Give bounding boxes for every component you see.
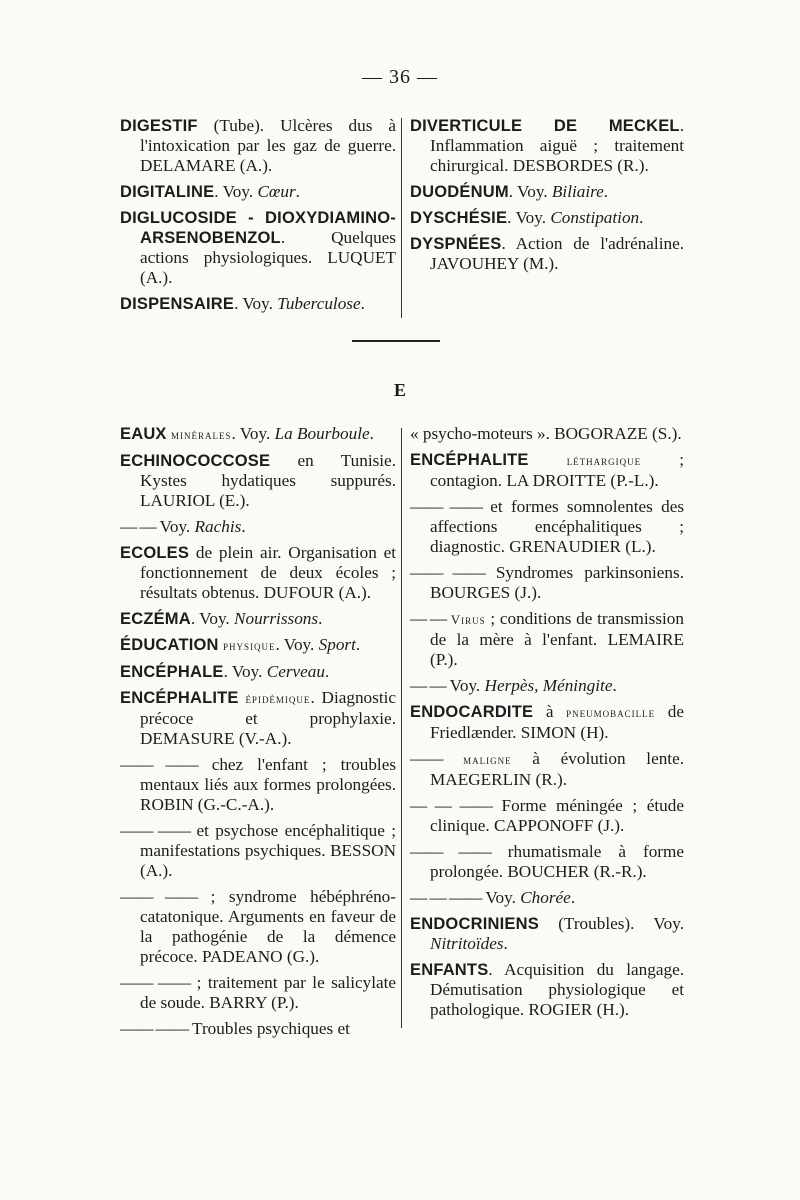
index-entry xyxy=(410,702,684,743)
index-entry xyxy=(410,563,684,603)
entry-text: ; conditions de transmission de la mère à l'enfant. LEMAIRE (P.). xyxy=(430,609,684,669)
entry-text: . Voy. xyxy=(231,424,275,443)
index-entry xyxy=(120,182,396,202)
entry-text: de plein air. Organisation et fonctionnement de deux écoles ; résultats obtenus. DUFOUR (A.). xyxy=(140,543,396,602)
column-bottom-right xyxy=(410,424,684,1026)
index-entry xyxy=(120,1019,396,1039)
ditto-dash: — — xyxy=(410,609,447,628)
index-entry xyxy=(120,821,396,881)
section-rule xyxy=(352,340,440,342)
index-entry xyxy=(120,609,396,629)
entry-text: . Action de l'adrénaline. JAVOUHEY (M.). xyxy=(430,234,684,273)
entry-text: chez l'enfant ; troubles mentaux liés aux formes prolongées. ROBIN (G.-C.-A.). xyxy=(140,755,397,814)
index-entry xyxy=(410,749,684,790)
entry-headword: ENCÉPHALITE xyxy=(120,689,239,707)
entry-text: . Inflammation aiguë ; traitement chirurgical. DESBORDES (R.). xyxy=(430,116,684,175)
entry-text: et psychose encéphalitique ; manifestations psychiques. BESSON (A.). xyxy=(140,821,397,880)
entry-qualifier: physique xyxy=(222,638,276,653)
entry-crossref: La Bourboule xyxy=(274,424,370,443)
entry-headword: ECHINOCOCCOSE xyxy=(120,452,271,470)
entry-crossref: Biliaire xyxy=(551,182,604,201)
index-entry xyxy=(410,182,684,202)
entry-text: de Friedlænder. SIMON (H). xyxy=(430,702,684,742)
entry-text: . Voy. xyxy=(508,182,552,201)
entry-headword: ENCÉPHALITE xyxy=(410,451,529,469)
entry-headword: DIGLUCOSIDE - DIOXYDIAMINO-ARSENOBENZOL xyxy=(120,209,396,247)
entry-qualifier: minérales xyxy=(170,427,232,442)
entry-text: . xyxy=(318,609,323,628)
entry-text: . xyxy=(603,182,609,201)
entry-text: . Acquisition du langage. Démutisation physiologique et pathologique. ROGIER (H.). xyxy=(430,960,684,1019)
entry-headword: DUODÉNUM xyxy=(410,183,509,201)
entry-text: . xyxy=(355,635,361,654)
entry-headword: ECOLES xyxy=(120,544,190,562)
index-entry xyxy=(410,914,684,954)
index-entry xyxy=(410,208,684,228)
index-entry xyxy=(410,796,684,836)
index-entry xyxy=(120,294,396,314)
entry-text: . xyxy=(295,182,300,201)
entry-qualifier: pneumobacille xyxy=(566,705,656,720)
column-divider-bottom xyxy=(401,428,402,1028)
entry-text: . xyxy=(369,424,374,443)
entry-text: Voy. xyxy=(159,517,195,536)
ditto-dash: —— —— xyxy=(410,497,483,516)
index-entry xyxy=(410,842,684,882)
entry-text: Voy. xyxy=(485,888,521,907)
index-entry xyxy=(410,609,684,670)
entry-crossref: Constipation xyxy=(550,208,640,227)
entry-crossref: Chorée xyxy=(520,888,571,907)
entry-crossref: Sport xyxy=(318,635,356,654)
entry-text: . Voy. xyxy=(234,294,278,313)
entry-headword: ENDOCRINIENS xyxy=(410,915,539,933)
entry-crossref: Tuberculose xyxy=(277,294,361,313)
entry-text: . Diagnostic précoce et prophylaxie. DEMASURE (V.-A.). xyxy=(140,688,396,748)
column-divider-top xyxy=(401,118,402,318)
index-entry xyxy=(120,635,396,656)
index-entry xyxy=(120,662,396,682)
ditto-dash: — — —— xyxy=(410,888,482,907)
entry-text: . Voy. xyxy=(190,609,235,628)
entry-text: . Voy. xyxy=(507,208,551,227)
entry-text: . Voy. xyxy=(223,662,267,681)
entry-headword: ENFANTS xyxy=(410,961,489,979)
page-number: — 36 — xyxy=(362,66,438,88)
entry-crossref: Rachis xyxy=(194,517,242,536)
index-entry xyxy=(120,755,396,815)
entry-text: . xyxy=(503,934,508,953)
ditto-dash: —— —— xyxy=(410,842,491,861)
entry-text: à xyxy=(533,702,567,721)
entry-headword: DISPENSAIRE xyxy=(120,295,235,313)
entry-headword: DIVERTICULE DE MECKEL xyxy=(410,117,680,135)
entry-headword: DYSCHÉSIE xyxy=(410,209,508,227)
entry-text: Syndromes parkinsoniens. BOURGES (J.). xyxy=(430,563,684,602)
column-top-right xyxy=(410,116,684,280)
index-entry xyxy=(410,676,684,696)
index-entry xyxy=(410,450,684,491)
entry-text: . xyxy=(639,208,644,227)
index-entry xyxy=(120,517,396,537)
entry-text: à évolution lente. MAEGERLIN (R.). xyxy=(430,749,684,789)
entry-crossref: Cœur xyxy=(257,182,296,201)
entry-crossref: Herpès, Méningite xyxy=(484,676,613,695)
entry-text: ; syndrome hébéphréno-catatonique. Arguments en faveur de la pathogénie de la démence précoce. PADEANO (G.). xyxy=(140,887,397,966)
entry-text: ; traitement par le salicylate de soude. BARRY (P.). xyxy=(140,973,397,1012)
ditto-dash: —— —— xyxy=(120,821,191,840)
ditto-dash: — — xyxy=(120,517,156,536)
entry-crossref: Nourrissons xyxy=(234,609,319,628)
index-entry xyxy=(410,116,684,176)
entry-text: . Quelques actions physiologiques. LUQUET (A.). xyxy=(140,228,396,287)
index-entry xyxy=(120,543,396,603)
entry-text: rhumatismale à forme prolongée. BOUCHER (R.-R.). xyxy=(430,842,685,881)
entry-text: . xyxy=(324,662,330,681)
entry-text: Forme méningée ; étude clinique. CAPPONOFF (J.). xyxy=(430,796,684,835)
entry-headword: ENCÉPHALE xyxy=(120,663,224,681)
entry-crossref: Cerveau xyxy=(266,662,325,681)
index-entry xyxy=(120,688,396,749)
ditto-dash: —— —— xyxy=(120,1019,189,1038)
entry-text: . Voy. xyxy=(214,182,258,201)
entry-headword: ECZÉMA xyxy=(120,610,191,628)
ditto-dash: — — —— xyxy=(410,796,492,815)
index-entry xyxy=(120,887,396,967)
entry-text: Voy. xyxy=(449,676,485,695)
entry-text: . xyxy=(612,676,617,695)
index-entry xyxy=(120,208,396,288)
column-top-left xyxy=(120,116,396,320)
index-entry xyxy=(120,116,396,176)
entry-text: en Tunisie. Kystes hydatiques suppurés. LAURIOL (E.). xyxy=(140,451,396,510)
ditto-dash: —— —— xyxy=(120,973,191,992)
ditto-dash: —— —— xyxy=(120,755,198,774)
entry-text: « psycho-moteurs ». BOGORAZE (S.). xyxy=(410,424,682,443)
ditto-dash: —— xyxy=(410,749,443,768)
index-entry xyxy=(410,234,684,274)
entry-qualifier: léthargique xyxy=(566,453,642,468)
entry-headword: ENDOCARDITE xyxy=(410,703,534,721)
entry-text: . Voy. xyxy=(275,635,319,654)
index-entry xyxy=(120,424,396,445)
entry-headword: ÉDUCATION xyxy=(120,636,219,654)
ditto-dash: —— —— xyxy=(120,887,198,906)
entry-text: . xyxy=(241,517,246,536)
entry-text: (Tube). Ulcères dus à l'intoxication par les gaz de guerre. DELAMARE (A.). xyxy=(140,116,396,175)
index-entry xyxy=(120,451,396,511)
index-entry xyxy=(120,973,396,1013)
index-entry xyxy=(410,424,684,444)
index-entry xyxy=(410,497,684,557)
section-letter: E xyxy=(393,380,406,400)
entry-text: et formes somnolentes des affections encéphalitiques ; diagnostic. GRENAUDIER (L.). xyxy=(430,497,685,556)
entry-text: ; contagion. LA DROITTE (P.-L.). xyxy=(430,450,685,490)
entry-headword: DIGESTIF xyxy=(120,117,198,135)
entry-text: (Troubles). Voy. xyxy=(538,914,684,933)
column-bottom-left xyxy=(120,424,396,1045)
entry-qualifier: épidémique xyxy=(245,691,311,706)
ditto-dash: — — xyxy=(410,676,446,695)
entry-qualifier: Virus xyxy=(450,612,486,627)
ditto-dash: —— —— xyxy=(410,563,485,582)
entry-headword: EAUX xyxy=(120,425,167,443)
index-entry xyxy=(410,960,684,1020)
entry-text: . xyxy=(570,888,576,907)
entry-qualifier: maligne xyxy=(463,752,512,767)
index-entry xyxy=(410,888,684,908)
entry-headword: DIGITALINE xyxy=(120,183,215,201)
entry-text: . xyxy=(360,294,365,313)
entry-text: Troubles psychiques et xyxy=(192,1019,350,1038)
entry-crossref: Nitritoïdes xyxy=(430,934,504,953)
entry-headword: DYSPNÉES xyxy=(410,235,502,253)
